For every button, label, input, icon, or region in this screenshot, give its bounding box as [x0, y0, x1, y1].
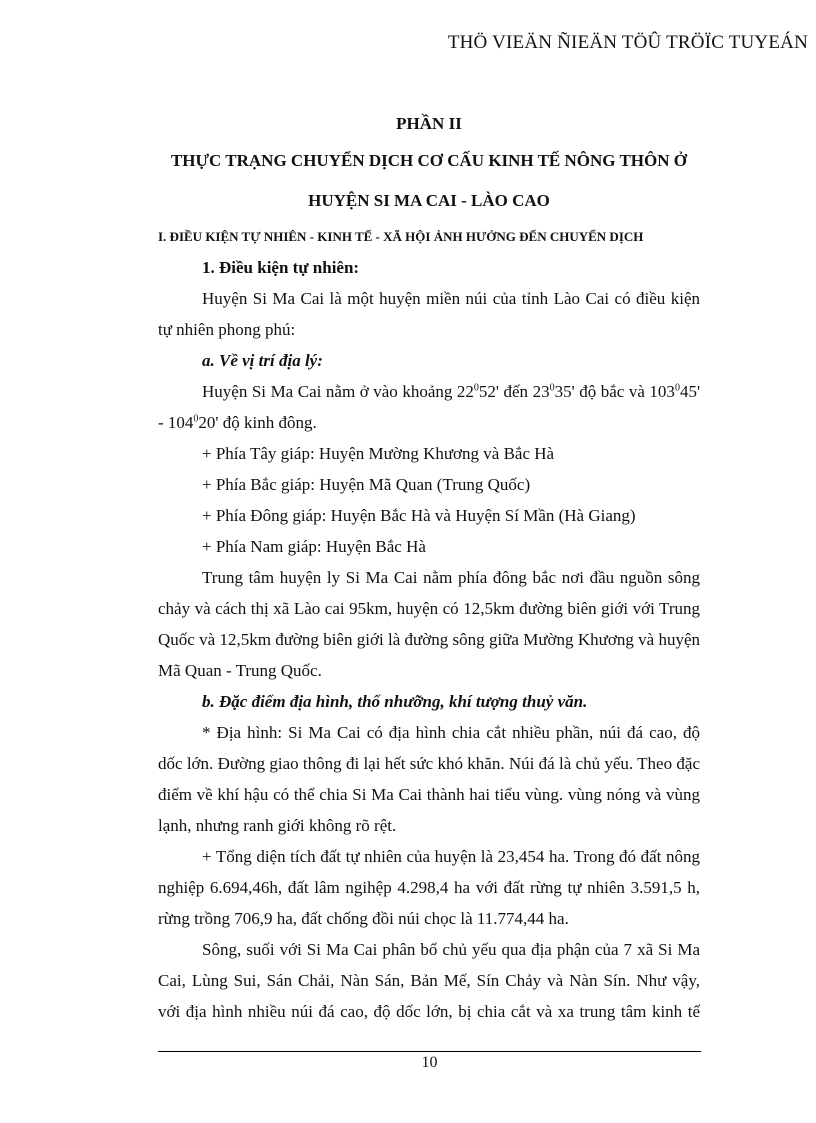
location-text-1: Huyện Si Ma Cai nằm ở vào khoảng 22 [202, 382, 474, 401]
page-number: 10 [421, 1054, 438, 1071]
document-body [158, 108, 700, 1027]
terrain-paragraph: * Địa hình: Si Ma Cai có địa hình chia cắt nhiều phần, núi đá cao, độ dốc lớn. Đường giao thông đi lại hết sức khó khăn. Núi đá là chủ yếu. Theo đặc điểm về khí hậu có thể chia Si Ma Cai thành hai tiểu vùng. vùng nóng và vùng lạnh, nhưng ranh giới không rõ rệt. [158, 723, 700, 835]
subsection-a-heading: a. Về vị trí địa lý: [202, 351, 323, 370]
footer-divider [158, 1051, 701, 1052]
rivers-paragraph: Sông, suối với Si Ma Cai phân bổ chủ yếu qua địa phận của 7 xã Si Ma Cai, Lùng Sui, Sán Chải, Nàn Sán, Bản Mế, Sín Chảy và Nàn Sín. Như vậy, với địa hình nhiều núi đá cao, độ dốc lớn, bị chia cắt và xa trung tâm kinh tế [158, 940, 700, 1021]
location-text-5: 20' độ kinh đông. [198, 413, 317, 432]
location-text-3: 35' độ bắc và 103 [554, 382, 675, 401]
location-text-2: 52' đến 23 [478, 382, 550, 401]
subsection-1-heading: 1. Điều kiện tự nhiên: [202, 258, 360, 277]
section-heading: I. ĐIỀU KIỆN TỰ NHIÊN - KINH TẾ - XÃ HỘI ẢNH HƯỞNG ĐẾN CHUYỂN DỊCH [158, 229, 644, 244]
degree-sup-3: 0 [674, 382, 680, 394]
border-west: + Phía Tây giáp: Huyện Mường Khương và Bắc Hà [202, 444, 555, 463]
subsection-b-heading: b. Đặc điểm địa hình, thổ nhưỡng, khí tượng thuỷ văn. [202, 692, 588, 711]
part-title: PHẦN II [396, 114, 462, 133]
land-area-paragraph: + Tổng diện tích đất tự nhiên của huyện là 23,454 ha. Trong đó đất nông nghiệp 6.694,46h, đất lâm ngihệp 4.298,4 ha với đất rừng tự nhiên 3.591,5 h, rừng trồng 706,9 ha, đất chống đồi núi chọc là 11.774,44 ha. [158, 847, 700, 928]
degree-sup-1: 0 [473, 382, 479, 394]
border-north: + Phía Bắc giáp: Huyện Mã Quan (Trung Quốc) [202, 475, 531, 494]
border-east: + Phía Đông giáp: Huyện Bắc Hà và Huyện Sí Mần (Hà Giang) [202, 506, 636, 525]
chapter-title-line-1: THỰC TRẠNG CHUYỂN DỊCH CƠ CẤU KINH TẾ NÔNG THÔN Ở [170, 151, 688, 170]
chapter-title-line-2: HUYỆN SI MA CAI - LÀO CAO [308, 191, 550, 210]
degree-sup-2: 0 [549, 382, 555, 394]
degree-sup-4: 0 [193, 413, 199, 425]
intro-paragraph: Huyện Si Ma Cai là một huyện miền núi của tỉnh Lào Cai có điều kiện tự nhiên phong phú: [158, 289, 700, 339]
location-text-4: 45' - 104 [158, 382, 701, 432]
district-center-paragraph: Trung tâm huyện ly Si Ma Cai nằm phía đông bắc nơi đầu nguồn sông chảy và cách thị xã Lào cai 95km, huyện có 12,5km đường biên giới với Trung Quốc và 12,5km đường biên giới là đường sông giữa Mường Khương và huyện Mã Quan - Trung Quốc. [158, 568, 700, 680]
page-header: THÖ VIEÄN ÑIEÄN TÖÛ TRÖÏC TUYEÁN [447, 32, 808, 53]
border-south: + Phía Nam giáp: Huyện Bắc Hà [202, 537, 426, 556]
location-paragraph [158, 376, 700, 438]
